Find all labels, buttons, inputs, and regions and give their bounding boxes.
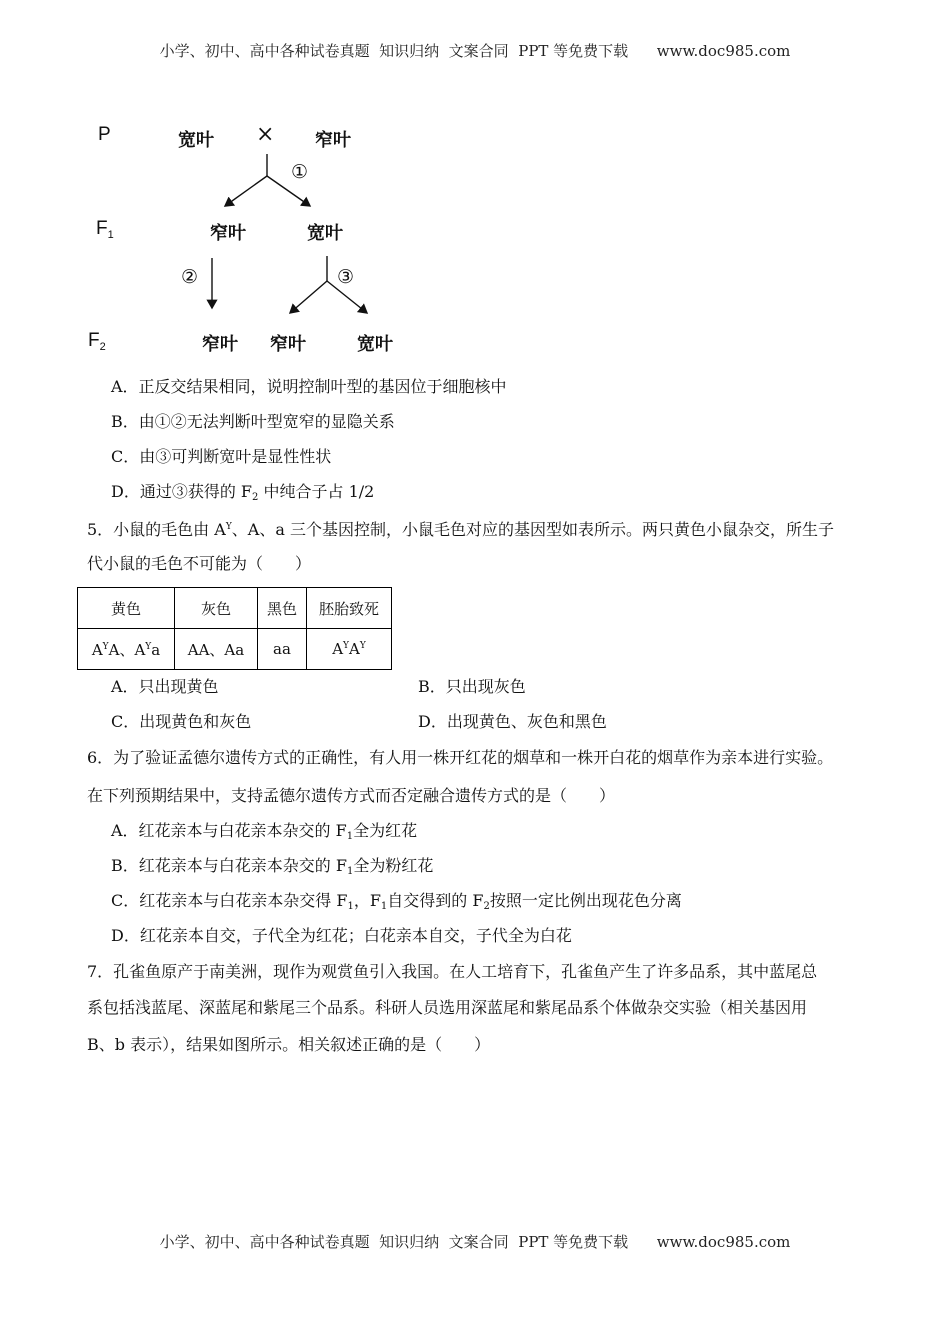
step-3-label: ③	[337, 266, 355, 288]
p-wide-leaf: 宽叶	[178, 130, 214, 151]
q5-option-d: D．出现黄色、灰色和黑色	[418, 712, 607, 731]
f2-wide-leaf: 宽叶	[357, 334, 393, 355]
q6-stem-line1: 6．为了验证孟德尔遗传方式的正确性，有人用一株开红花的烟草和一株开白花的烟草作为亲本进行实验。	[87, 748, 834, 767]
gen-p-label: P	[98, 124, 111, 145]
table-row	[78, 629, 392, 670]
q5-option-b: B．只出现灰色	[418, 677, 526, 696]
table-cell-lethal: $A^YA^Y$	[307, 629, 392, 670]
f1-narrow-leaf: 窄叶	[210, 223, 246, 244]
cross-diagram	[80, 118, 440, 368]
table-header: 胚胎致死	[307, 588, 392, 629]
table-cell-yellow: $A^YA$、$A^Ya$	[78, 629, 175, 670]
table-cell-gray: AA、Aa	[175, 629, 258, 670]
q5-stem-line2: 代小鼠的毛色不可能为（ ）	[87, 554, 312, 573]
q5-option-a: A．只出现黄色	[111, 677, 219, 696]
q4-option-c: C．由③可判断宽叶是显性性状	[111, 447, 332, 466]
table-header: 灰色	[175, 588, 258, 629]
q6-option-b: B．红花亲本与白花亲本杂交的 $F_1$全为粉红花	[111, 856, 434, 877]
q7-stem-line1: 7．孔雀鱼原产于南美洲，现作为观赏鱼引入我国。在人工培育下，孔雀鱼产生了许多品系，其中蓝尾总	[87, 962, 818, 981]
f2-narrow-leaf-a: 窄叶	[202, 334, 238, 355]
cross-symbol: ×	[256, 122, 275, 147]
q5-option-c: C．出现黄色和灰色	[111, 712, 252, 731]
q6-stem-line2: 在下列预期结果中，支持孟德尔遗传方式而否定融合遗传方式的是（ ）	[87, 786, 616, 805]
q7-stem-line2: 系包括浅蓝尾、深蓝尾和紫尾三个品系。科研人员选用深蓝尾和紫尾品系个体做杂交实验（相关基因用	[87, 998, 808, 1017]
table-header: 黄色	[78, 588, 175, 629]
q4-option-d: D．通过③获得的 $F_2$ 中纯合子占 1/2	[111, 482, 375, 503]
step-2-label: ②	[181, 266, 199, 288]
genotype-table	[77, 587, 392, 670]
gen-f2-label: $F_2$	[88, 330, 106, 353]
f1-wide-leaf: 宽叶	[307, 223, 343, 244]
p-narrow-leaf: 窄叶	[315, 130, 351, 151]
table-header-row	[78, 588, 392, 629]
step-1-label: ①	[291, 161, 309, 183]
q6-option-d: D．红花亲本自交，子代全为红花；白花亲本自交，子代全为白花	[111, 926, 572, 945]
q6-option-a: A．红花亲本与白花亲本杂交的 $F_1$全为红花	[111, 821, 418, 842]
gen-f1-label: $F_1$	[96, 218, 114, 241]
q4-option-b: B．由①②无法判断叶型宽窄的显隐关系	[111, 412, 395, 431]
q5-stem-line1: 5．小鼠的毛色由 $A^Y$、A、a 三个基因控制，小鼠毛色对应的基因型如表所示。两只黄色小鼠杂交，所生子	[87, 520, 834, 539]
table-header: 黑色	[258, 588, 307, 629]
table-cell-black: aa	[258, 629, 307, 670]
page-footer: 小学、初中、高中各种试卷真题 知识归纳 文案合同 PPT 等免费下载 www.doc985.com	[159, 1233, 791, 1251]
f2-narrow-leaf-b: 窄叶	[270, 334, 306, 355]
q7-stem-line3: B、b 表示），结果如图所示。相关叙述正确的是（ ）	[87, 1035, 491, 1054]
q6-option-c: C．红花亲本与白花亲本杂交得 $F_1$，$F_1$自交得到的 $F_2$按照一定比例出现花色分离	[111, 891, 682, 912]
page-header: 小学、初中、高中各种试卷真题 知识归纳 文案合同 PPT 等免费下载 www.doc985.com	[159, 42, 791, 60]
q4-option-a: A．正反交结果相同，说明控制叶型的基因位于细胞核中	[111, 377, 507, 396]
